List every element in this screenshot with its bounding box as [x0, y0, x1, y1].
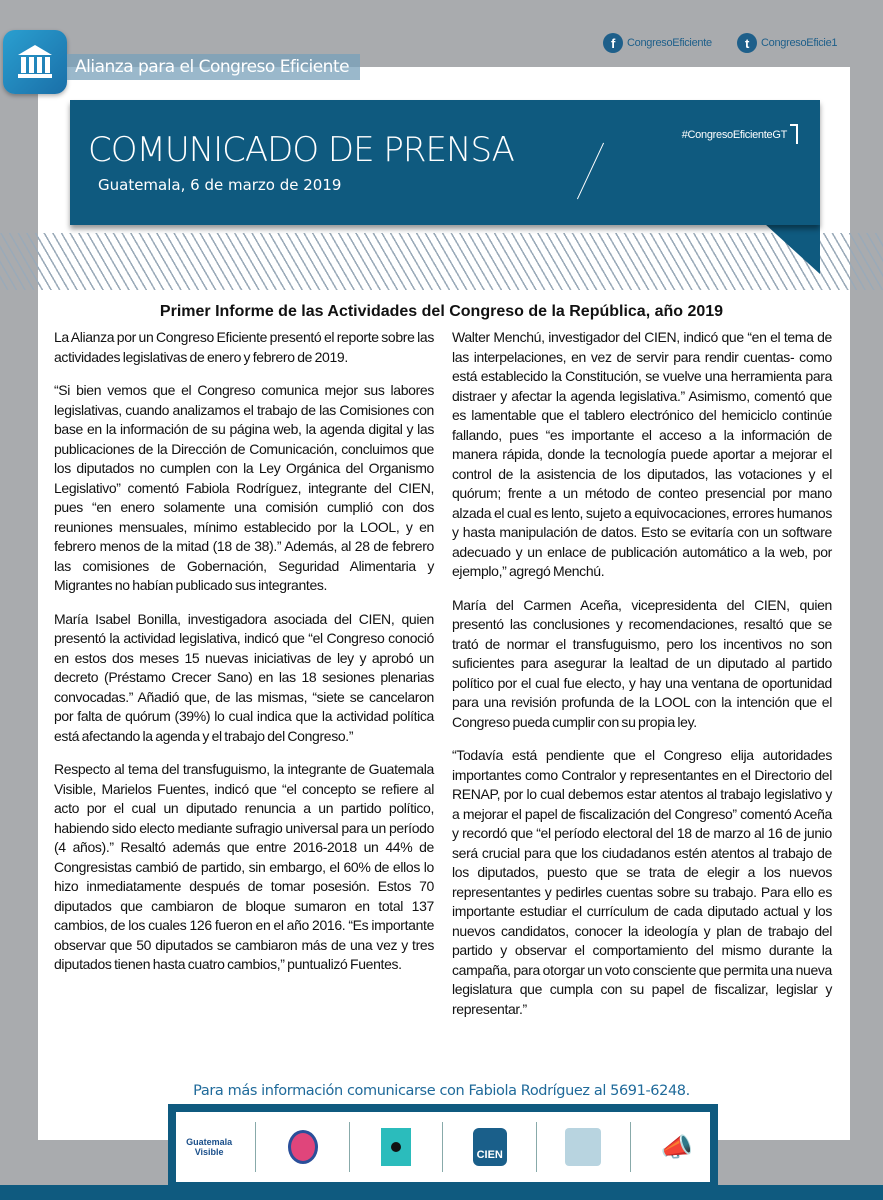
paragraph: “Si bien vemos que el Congreso comunica mejor sus labores legislativas, cuando analizamos el trabajo de las Comisiones con base en la información de su página web, la agenda digital y las publicaciones de la Dirección de Comunicación, concluimos que los diputados no cumplen con la Ley Orgánica del Organismo Legislativo” comentó Fabiola Rodríguez, integrante del CIEN, pues “en enero solamente una comisión cumplió con dos reuniones mensuales, mínimo establecido por la LOOL, y en febrero menos de la mitad (18 de 38).” Además, al 28 de febrero las comisiones de Gobernación, Seguridad Alimentaria y Migrantes no habían publicado sus integrantes. — [54, 382, 434, 593]
hatch-band — [0, 233, 883, 290]
slash-decoration — [577, 143, 604, 200]
hashtag: #CongresoEficienteGT — [682, 124, 798, 144]
org-name: Alianza para el Congreso Eficiente — [67, 54, 360, 80]
left-column — [54, 328, 434, 989]
twitter-handle: CongresoEficie1 — [761, 37, 838, 49]
partner-circle-logo-icon — [283, 1126, 323, 1168]
twitter-icon: t — [737, 33, 757, 53]
partner-logos — [168, 1104, 718, 1190]
banner-title: COMUNICADO DE PRENSA — [88, 130, 514, 170]
document-title: Primer Informe de las Actividades del Congreso de la República, año 2019 — [159, 303, 724, 320]
paragraph: María del Carmen Aceña, vicepresidenta del CIEN, quien presentó las conclusiones y recomendaciones, resaltó que se trató de normar el transfuguismo, pero los incentivos no son suficientes para asegurar la lealtad de un diputado al partido político por el cual fue electo, y hay una ventana de oportunidad para una revisión profunda de la LOOL con la intención que el Congreso pueda cumplir con su propia ley. — [452, 596, 832, 730]
cien-logo: CIEN — [470, 1126, 510, 1168]
facebook-handle: CongresoEficiente — [627, 37, 712, 49]
guatemala-visible-logo: Guatemala Visible — [186, 1137, 233, 1157]
fijate-bien-eye-logo-icon — [376, 1126, 416, 1168]
megaphone-icon: 📣 — [660, 1132, 693, 1162]
twitter-bird-logo-icon — [563, 1126, 603, 1168]
banner-date: Guatemala, 6 de marzo de 2019 — [98, 176, 342, 194]
twitter-link[interactable] — [737, 33, 837, 53]
facebook-icon: f — [603, 33, 623, 53]
paragraph: La Alianza por un Congreso Eficiente presentó el reporte sobre las actividades legislativas de enero y febrero de 2019. — [54, 329, 434, 365]
paragraph: María Isabel Bonilla, investigadora asociada del CIEN, quien presentó la actividad legislativa, indicó que “el Congreso conoció en estos dos meses 15 nuevas iniciativas de ley y aprobó un decreto (Préstamo Crecer Sano) en las 18 sesiones plenarias convocadas.” Añadió que, de las mismas, “siete se cancelaron por falta de quórum (39%) lo cual indica que la actividad política está afectando la agenda y el trabajo del Congreso.” — [54, 610, 434, 744]
paragraph: Respecto al tema del transfuguismo, la integrante de Guatemala Visible, Marielos Fuentes, indicó que “el concepto se refiere al acto por el cual un diputado renuncia a un partido político, habiendo sido electo mediante sufragio universal para un período (4 años).” Resaltó además que entre 2016-2018 un 44% de Congresistas cambió de partido, sin embargo, el 60% de ellos lo hizo inmediatamente después de tomar posesión. Estos 70 diputados que cambiaron de bloque sumaron en total 137 cambios, de los cuales 126 fueron en el año 2016. “Es importante observar que 50 diputados se cambiaron más de una vez y tres diputados tienen hasta cuatro cambios,” puntualizó Fuentes. — [54, 761, 434, 972]
right-column — [452, 328, 832, 1033]
paragraph: Walter Menchú, investigador del CIEN, indicó que “en el tema de las interpelaciones, en vez de servir para rendir cuentas- como está establecido la Constitución, se vuelve una herramienta para distraer y afectar la agenda legislativa.” Asimismo, comentó que es lamentable que el tablero electrónico del hemiciclo continúe fallando, pues “es importante el acceso a la información de manera rápida, donde la tecnología puede aportar a mejorar el control de la asistencia de los diputados, las votaciones y el quórum; frente a un método de conteo presencial por mano alzada el cual es lento, sujeto a equivocaciones, errores humanos y hasta manipulación de datos. Esto se evitaría con un software adecuado y un enlace de publicación automático a la web, por ejemplo,” agregó Menchú. — [452, 329, 832, 579]
facebook-link[interactable] — [603, 33, 712, 53]
paragraph: “Todavía está pendiente que el Congreso elija autoridades importantes como Contralor y representantes en el Directorio del RENAP, por lo cual debemos estar atentos al trabajo legislativo y a mejorar el papel de fiscalización del Congreso” comentó Aceña y recordó que “el período electoral del 18 de marzo al 16 de junio será crucial para que los ciudadanos estén atentos al trabajo de los diputados, puesto que se trata de elegir a los nuevos representantes y pedirles cuentas sobre su trabajo. Para ello es importante estudiar el currículum de cada diputado actual y los nuevos candidatos, conocer la ideología y plan de trabajo del partido y observar el comportamiento del mismo durante la campaña, para otorgar un voto consciente que permita una nueva legislatura que cumpla con su papel de fiscalizar, legislar y representar.” — [452, 747, 832, 1017]
press-banner — [70, 100, 820, 225]
contact-info: Para más información comunicarse con Fabiola Rodríguez al 5691-6248. — [193, 1083, 690, 1099]
congress-building-logo-icon — [3, 30, 67, 94]
